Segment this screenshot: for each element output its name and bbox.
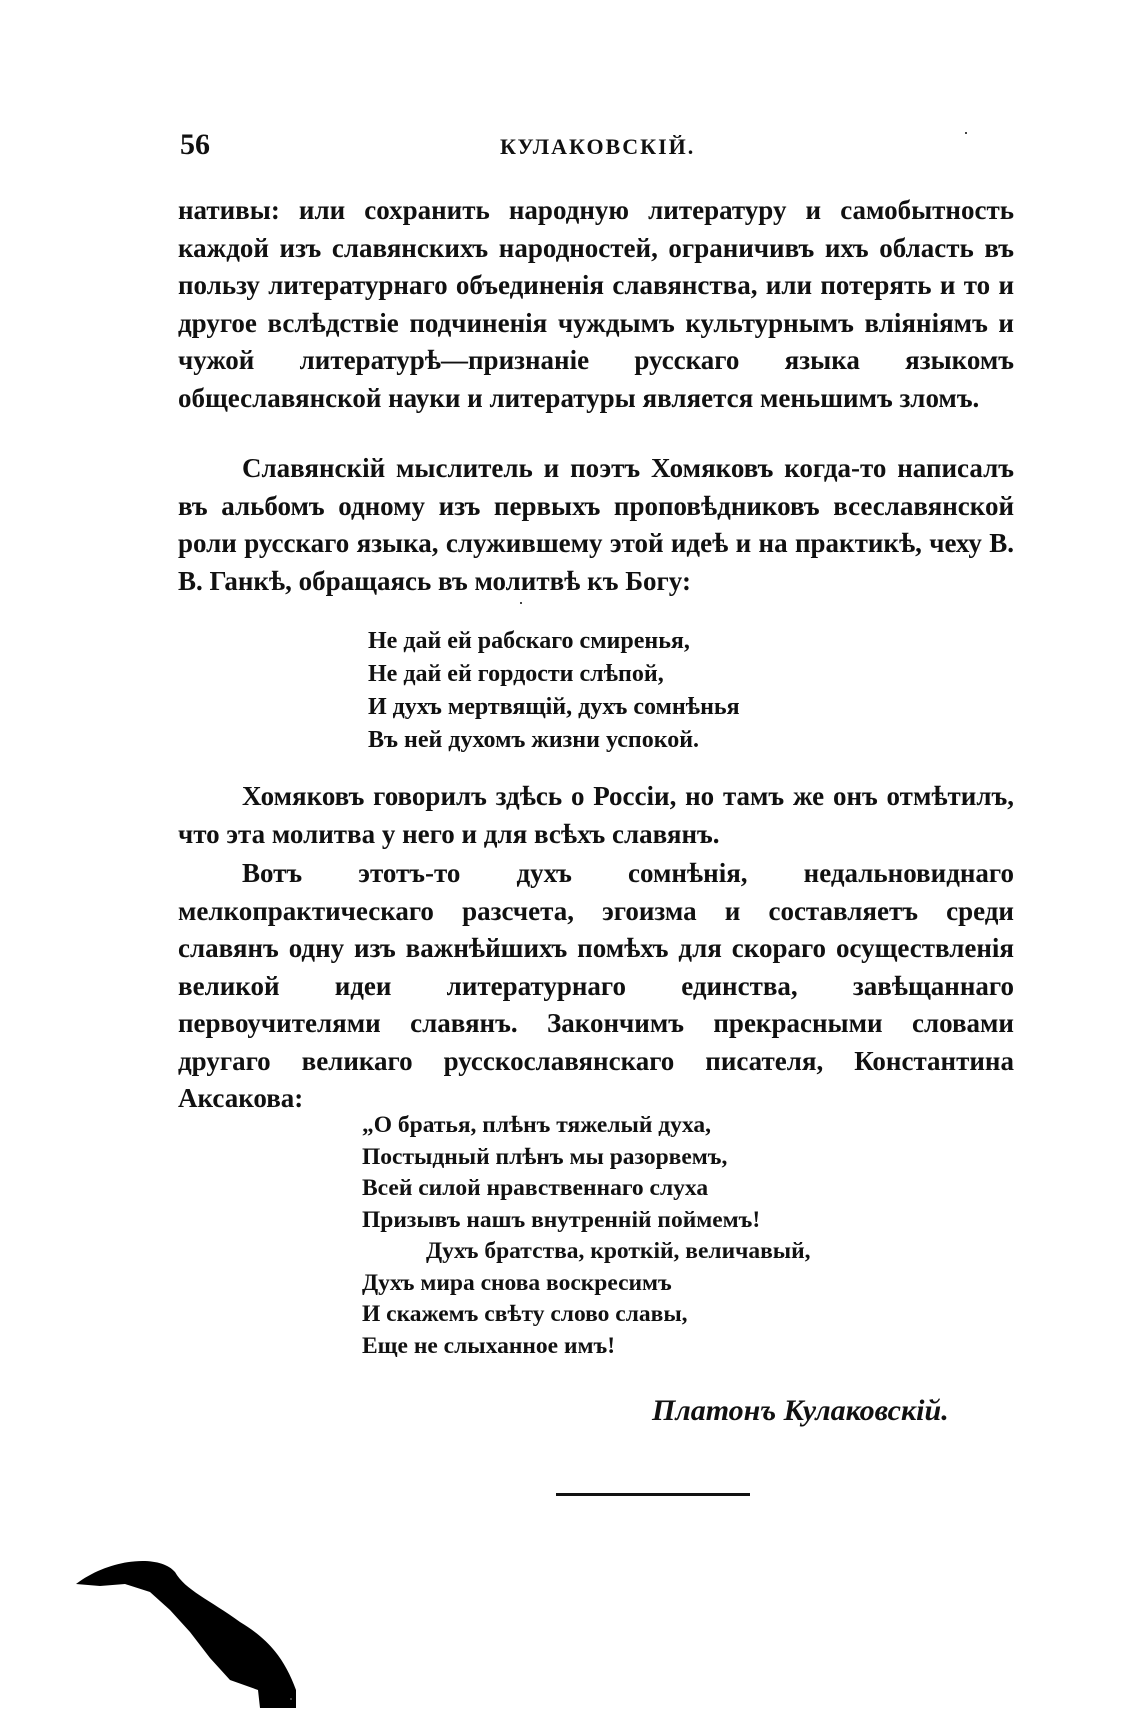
end-rule	[556, 1493, 750, 1496]
verse-line: Постыдный плѣнъ мы разорвемъ,	[362, 1143, 728, 1170]
verse-line: Еще не слыханное имъ!	[362, 1332, 616, 1359]
verse-khomyakov	[368, 625, 740, 757]
verse-line: Духъ мира снова воскресимъ	[362, 1269, 672, 1296]
verse-line: Всей силой нравственнаго слуха	[362, 1175, 709, 1201]
verse-aksakov	[362, 1110, 811, 1362]
paragraph-khomyakov-comment: Хомяковъ говорилъ здѣсь о Россіи, но тамъ же онъ отмѣтилъ, что эта молитва у него и для всѣхъ славянъ.	[178, 781, 1014, 849]
paper-speck	[520, 602, 522, 604]
paragraph-continuation: нативы: или сохранить народную литературу и самобытность каждой изъ славянскихъ народностей, ограничивъ ихъ область въ пользу литературнаго объединенія славянства, или потерять и то и другое вслѣдствіе подчиненія чуждымъ культурнымъ вліяніямъ и чужой литературѣ—признаніе русскаго языка языкомъ общеславянской науки и литературы является меньшимъ зломъ.	[178, 195, 1014, 413]
page-number: 56	[180, 128, 210, 161]
paragraph-khomyakov-intro: Славянскій мыслитель и поэтъ Хомяковъ когда-то написалъ въ альбомъ одному изъ первыхъ проповѣдниковъ всеславянской роли русскаго языка, служившему этой идеѣ и на практикѣ, чеху В. В. Ганкѣ, обращаясь въ молитвѣ къ Богу:	[178, 453, 1014, 596]
author-signature: Платонъ Кулаковскій.	[652, 1394, 949, 1427]
page-header	[180, 128, 1010, 168]
paragraph-conclusion: Вотъ этотъ-то духъ сомнѣнія, недальновиднаго мелкопрактическаго разсчета, эгоизма и составляетъ среди славянъ одну изъ важнѣйшихъ помѣхъ для скораго осуществленія великой идеи литературнаго единства, завѣщаннаго первоучителями славянъ. Закончимъ прекрасными словами другаго великаго русскославянскаго писателя, Константина Аксакова:	[178, 858, 1014, 1113]
verse-line: Не дай ей рабскаго смиренья,	[368, 628, 690, 654]
page-damage-mark	[70, 1540, 320, 1710]
verse-line: Не дай ей гордости слѣпой,	[368, 661, 664, 687]
verse-line: „О братья, плѣнъ тяжелый духа,	[362, 1112, 712, 1138]
paper-speck	[290, 1698, 292, 1700]
paper-speck	[965, 132, 967, 134]
verse-line: Призывъ нашъ внутренній поймемъ!	[362, 1206, 761, 1233]
verse-line: И духъ мертвящій, духъ сомнѣнья	[368, 694, 740, 720]
verse-line: И скажемъ свѣту слово славы,	[362, 1301, 688, 1327]
running-head: КУЛАКОВСКІЙ.	[500, 134, 696, 159]
verse-line: Духъ братства, кроткій, величавый,	[426, 1238, 811, 1264]
verse-line: Въ ней духомъ жизни успокой.	[368, 727, 700, 753]
